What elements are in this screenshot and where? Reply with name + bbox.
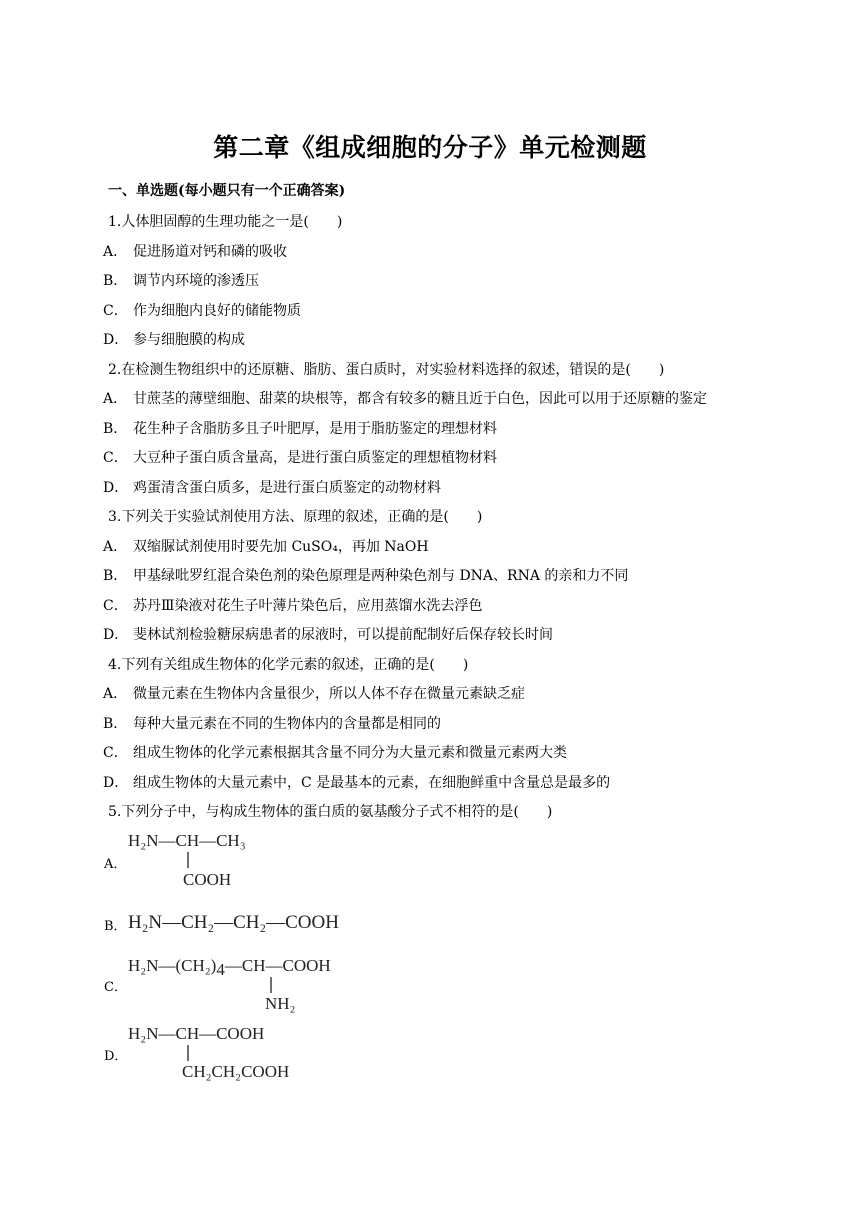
question-4-option-d: D． 组成生物体的大量元素中，C 是最基本的元素，在细胞鲜重中含量总是最多的 (103, 775, 611, 791)
question-2-option-b: B． 花生种子含脂肪多且子叶肥厚，是用于脂肪鉴定的理想材料 (103, 421, 497, 437)
formula-b (128, 906, 388, 936)
question-5-option-c-label: C． (104, 980, 127, 995)
formula-c-branch: NH₂ (265, 994, 296, 1013)
question-5-option-b-label: B． (104, 919, 127, 934)
question-1-option-b: B． 调节内环境的渗透压 (103, 273, 259, 289)
question-3-option-d: D． 斐林试剂检验糖尿病患者的尿液时，可以提前配制好后保存较长时间 (103, 627, 553, 643)
question-4-option-a: A． 微量元素在生物体内含量很少，所以人体不存在微量元素缺乏症 (103, 686, 525, 702)
question-1-stem: 1.人体胆固醇的生理功能之一是( ) (108, 214, 343, 230)
question-5-stem: 5.下列分子中，与构成生物体的蛋白质的氨基酸分子式不相符的是( ) (108, 804, 553, 820)
section-heading: 一、单选题(每小题只有一个正确答案) (108, 183, 346, 199)
formula-c (128, 953, 388, 1015)
formula-a-main: H₂N—CH—CH₃ (128, 831, 246, 850)
formula-a (128, 830, 288, 892)
question-2-stem: 2.在检测生物组织中的还原糖、脂肪、蛋白质时，对实验材料选择的叙述，错误的是( ) (108, 362, 665, 378)
formula-d-branch: CH₂CH₂COOH (182, 1062, 290, 1081)
question-3-option-b: B． 甲基绿吡罗红混合染色剂的染色原理是两种染色剂与 DNA、RNA 的亲和力不同 (103, 568, 629, 584)
question-1-option-c: C． 作为细胞内良好的储能物质 (103, 303, 301, 319)
question-5-option-d-label: D． (104, 1049, 128, 1064)
formula-c-main: H₂N—(CH₂)4—CH—COOH (128, 956, 331, 979)
document-title: 第二章《组成细胞的分子》单元检测题 (213, 133, 647, 162)
question-2-option-c: C． 大豆种子蛋白质含量高，是进行蛋白质鉴定的理想植物材料 (103, 450, 497, 466)
question-1-option-d: D． 参与细胞膜的构成 (103, 332, 245, 348)
formula-d (128, 1021, 328, 1083)
formula-d-main: H₂N—CH—COOH (128, 1024, 265, 1043)
question-4-option-c: C． 组成生物体的化学元素根据其含量不同分为大量元素和微量元素两大类 (103, 745, 567, 761)
question-5-option-a-label: A． (104, 857, 127, 872)
question-4-option-b: B． 每种大量元素在不同的生物体内的含量都是相同的 (103, 716, 441, 732)
question-3-option-a: A． 双缩脲试剂使用时要先加 CuSO₄，再加 NaOH (103, 539, 429, 555)
question-2-option-a: A． 甘蔗茎的薄壁细胞、甜菜的块根等，都含有较多的糖且近于白色，因此可以用于还原糖的鉴定 (103, 391, 707, 407)
question-4-stem: 4.下列有关组成生物体的化学元素的叙述，正确的是( ) (108, 657, 469, 673)
question-3-option-c: C． 苏丹Ⅲ染液对花生子叶薄片染色后，应用蒸馏水洗去浮色 (103, 598, 483, 614)
formula-a-branch: COOH (183, 870, 232, 889)
question-3-stem: 3.下列关于实验试剂使用方法、原理的叙述，正确的是( ) (108, 509, 483, 525)
question-1-option-a: A． 促进肠道对钙和磷的吸收 (103, 244, 287, 260)
formula-b-main: H₂N—CH₂—CH₂—COOH (128, 912, 339, 933)
question-2-option-d: D． 鸡蛋清含蛋白质多，是进行蛋白质鉴定的动物材料 (103, 480, 441, 496)
